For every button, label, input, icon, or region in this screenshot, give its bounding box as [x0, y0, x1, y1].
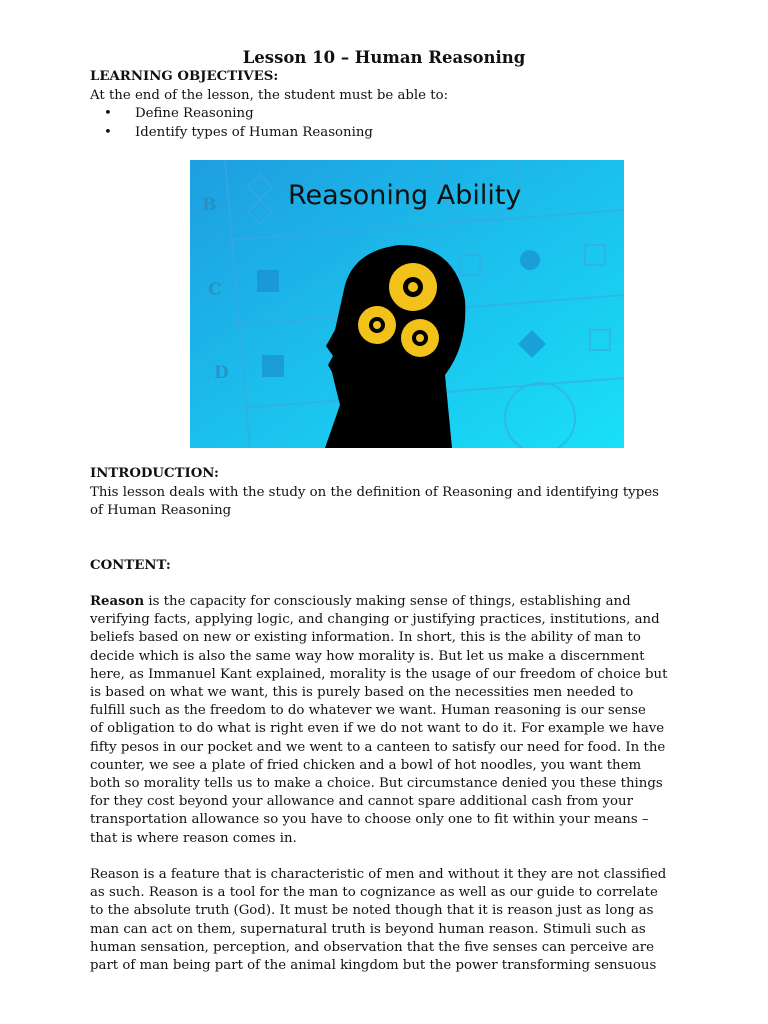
p1-line: both so morality tells us to make a choice. But circumstance denied you these things [90, 776, 663, 791]
objectives-heading: LEARNING OBJECTIVES: [90, 69, 279, 84]
objective-text: Define Reasoning [135, 106, 254, 121]
introduction-heading: INTRODUCTION: [90, 466, 219, 481]
p2-line: as such. Reason is a tool for the man to cognizance as well as our guide to correlate [90, 885, 658, 901]
row-letter: B [202, 195, 217, 215]
p1-line: that is where reason comes in. [90, 830, 297, 846]
p1-line: is based on what we want, this is purely based on the necessities men needed to [90, 685, 634, 700]
p1-line: for they cost beyond your allowance and cannot spare additional cash from your [90, 794, 633, 810]
p2-line: human sensation, perception, and observation that the five senses can perceive are [90, 939, 655, 955]
content-heading: CONTENT: [90, 558, 171, 573]
p1-text: is the capacity for consciously making sense of things, establishing and [144, 594, 631, 609]
p1-line: fifty pesos in our pocket and we went to a canteen to satisfy our need for food. In the [90, 739, 666, 755]
p2-line: to the absolute truth (God). It must be noted though that it is reason just as long as [90, 903, 654, 919]
row-letter: D [214, 363, 229, 383]
p1-line: decide which is also the same way how morality is. But let us make a discernment [90, 648, 645, 664]
p2-line: man can act on them, supernatural truth is beyond human reason. Stimuli such as [90, 921, 646, 937]
p1-line [90, 593, 631, 611]
p1-line: of obligation to do what is right even if we do not want to do it. For example we have [90, 721, 665, 737]
p2-line: part of man being part of the animal kingdom but the power transforming sensuous [90, 958, 657, 973]
objective-text: Identify types of Human Reasoning [135, 125, 373, 140]
objective-item [117, 105, 254, 123]
image-heading: Reasoning Ability [288, 180, 522, 211]
p1-line: counter, we see a plate of fried chicken and a bowl of hot noodles, you want them [90, 757, 642, 773]
intro-line: of Human Reasoning [90, 503, 232, 518]
objectives-intro: At the end of the lesson, the student must be able to: [90, 88, 449, 103]
p2-line: Reason is a feature that is characteristic of men and without it they are not classified [90, 867, 667, 882]
intro-line: This lesson deals with the study on the definition of Reasoning and identifying types [90, 485, 659, 500]
objective-item [117, 124, 373, 142]
p1-line: verifying facts, applying logic, and changing or justifying practices, institutions, and [90, 612, 660, 628]
row-letter: C [208, 280, 222, 300]
p1-line: transportation allowance so you have to choose only one to fit within your means – [90, 812, 649, 828]
p1-line: here, as Immanuel Kant explained, morality is the usage of our freedom of choice but [90, 666, 668, 682]
page-title: Lesson 10 – Human Reasoning [242, 48, 526, 67]
p1-line: beliefs based on new or existing information. In short, this is the ability of man to [90, 630, 641, 646]
reason-term: Reason [90, 594, 145, 609]
reasoning-ability-illustration [190, 160, 624, 448]
p1-line: fulfill such as the freedom to do whatever we want. Human reasoning is our sense [90, 703, 646, 719]
